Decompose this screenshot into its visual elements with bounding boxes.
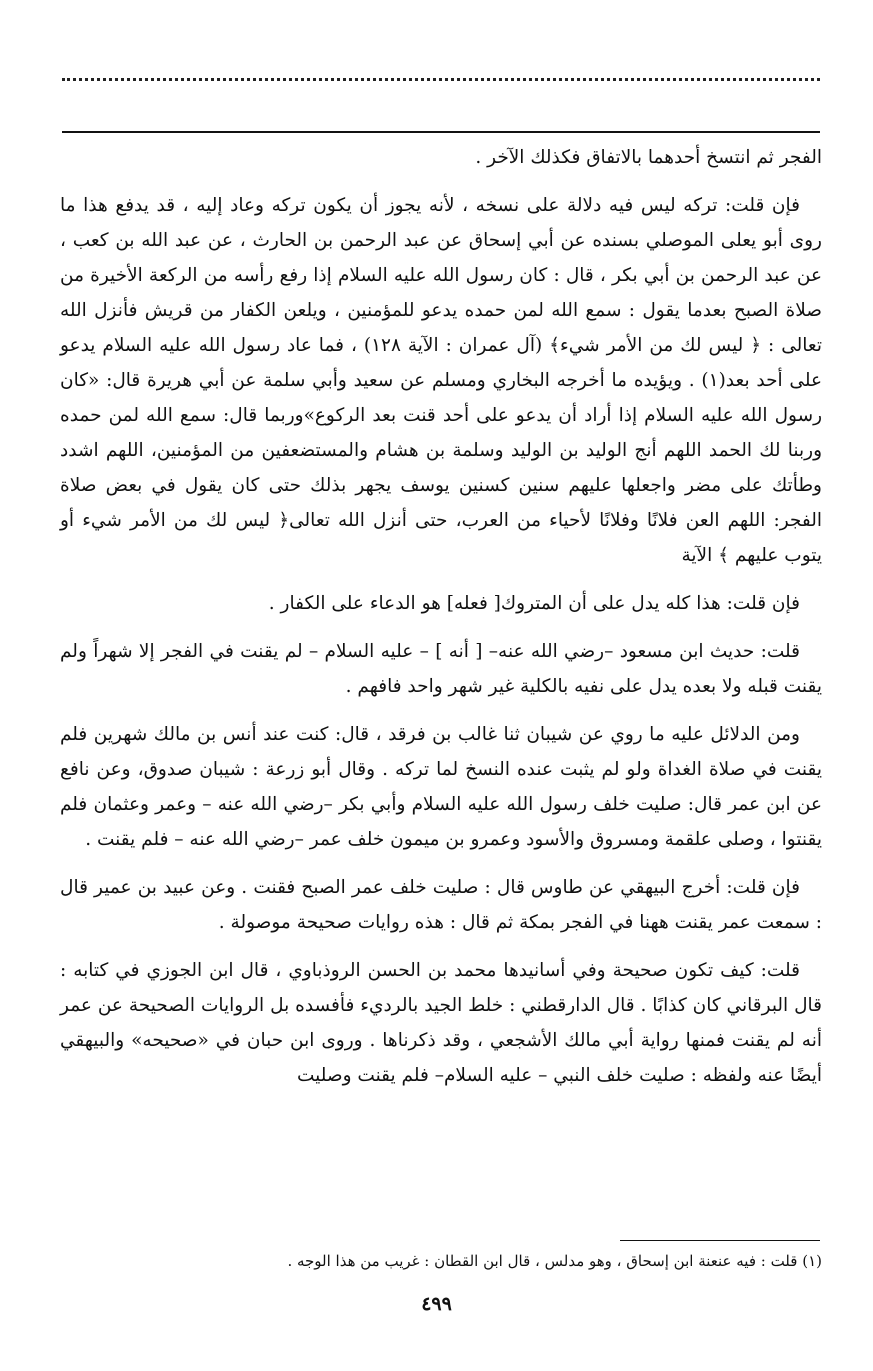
body-text [60,140,822,1106]
paragraph: ومن الدلائل عليه ما روي عن شيبان ثنا غالب بن فرقد ، قال: كنت عند أنس بن مالك شهرين فلم يقنت في صلاة الغداة ولو لم يثبت عنده النسخ لما تركه . وقال أبو زرعة : شيبان صدوق، وعن نافع عن ابن عمر قال: صليت خلف رسول الله عليه السلام وأبي بكر –رضي الله عنه – وعمر وعثمان فلم يقنتوا ، وصلى علقمة ومسروق والأسود وعمرو بن ميمون خلف عمر –رضي الله عنه – فلم يقنت . [60,724,822,850]
header-rule [62,131,820,133]
paragraph: قلت: كيف تكون صحيحة وفي أسانيدها محمد بن الحسن الروذباوي ، قال ابن الجوزي في كتابه : قال البرقاني كان كذابًا . قال الدارقطني : خلط الجيد بالرديء فأفسده بل الروايات الصحيحة عن عمر أنه لم يقنت فمنها رواية أبي مالك الأشجعي ، وقد ذكرناها . وروى ابن حبان في «صحيحه» والبيهقي أيضًا عنه ولفظه : صليت خلف النبي – عليه السلام– فلم يقنت وصليت [60,960,822,1086]
footnote-rule [620,1240,820,1241]
paragraph: قلت: حديث ابن مسعود –رضي الله عنه– [ أنه ] – عليه السلام – لم يقنت في الفجر إلا شهراً ولم يقنت قبله ولا بعده يدل على نفيه بالكلية غير شهر واحد فافهم . [60,641,822,697]
footnote: (١) قلت : فيه عنعنة ابن إسحاق ، وهو مدلس ، قال ابن القطان : غريب من هذا الوجه . [287,1252,822,1270]
paragraph: الفجر ثم انتسخ أحدهما بالاتفاق فكذلك الآخر . [475,147,822,168]
dotted-separator [62,78,820,81]
paragraph: فإن قلت: تركه ليس فيه دلالة على نسخه ، لأنه يجوز أن يكون تركه وعاد إليه ، قد يدفع هذا ما روى أبو يعلى الموصلي بسنده عن أبي إسحاق عن عبد الرحمن بن الحارث ، عن عبد الله بن كعب ، عن عبد الرحمن بن أبي بكر ، قال : كان رسول الله عليه السلام إذا رفع رأسه من الركعة الأخيرة من صلاة الصبح بعدما يقول : سمع الله لمن حمده يدعو للمؤمنين ، ويلعن الكفار من قريش فأنزل الله تعالى : ﴿ ليس لك من الأمر شيء﴾ (آل عمران : الآية ١٢٨) ، فما عاد رسول الله عليه السلام يدعو على أحد بعد(١) . ويؤيده ما أخرجه البخاري ومسلم عن سعيد وأبي سلمة عن أبي هريرة قال: «كان رسول الله عليه السلام إذا أراد أن يدعو على أحد قنت بعد الركوع»وربما قال: سمع الله لمن حمده وربنا لك الحمد اللهم أنج الوليد بن الوليد وسلمة بن هشام والمستضعفين من المؤمنين، اللهم اشدد وطأتك على مضر واجعلها عليهم سنين كسنين يوسف يجهر بذلك حتى كان يقول في بعض صلاة الفجر: اللهم العن فلانًا وفلانًا لأحياء من العرب، حتى أنزل الله تعالى﴿ ليس لك من الأمر شيء أو يتوب عليهم ﴾ الآية [60,195,822,566]
paragraph: فإن قلت: هذا كله يدل على أن المتروك[ فعله] هو الدعاء على الكفار . [268,593,800,614]
paragraph: فإن قلت: أخرج البيهقي عن طاوس قال : صليت خلف عمر الصبح فقنت . وعن عبيد بن عمير قال : سمعت عمر يقنت ههنا في الفجر بمكة ثم قال : هذه روايات صحيحة موصولة . [60,877,822,933]
page-number: ٤٩٩ [421,1293,452,1315]
